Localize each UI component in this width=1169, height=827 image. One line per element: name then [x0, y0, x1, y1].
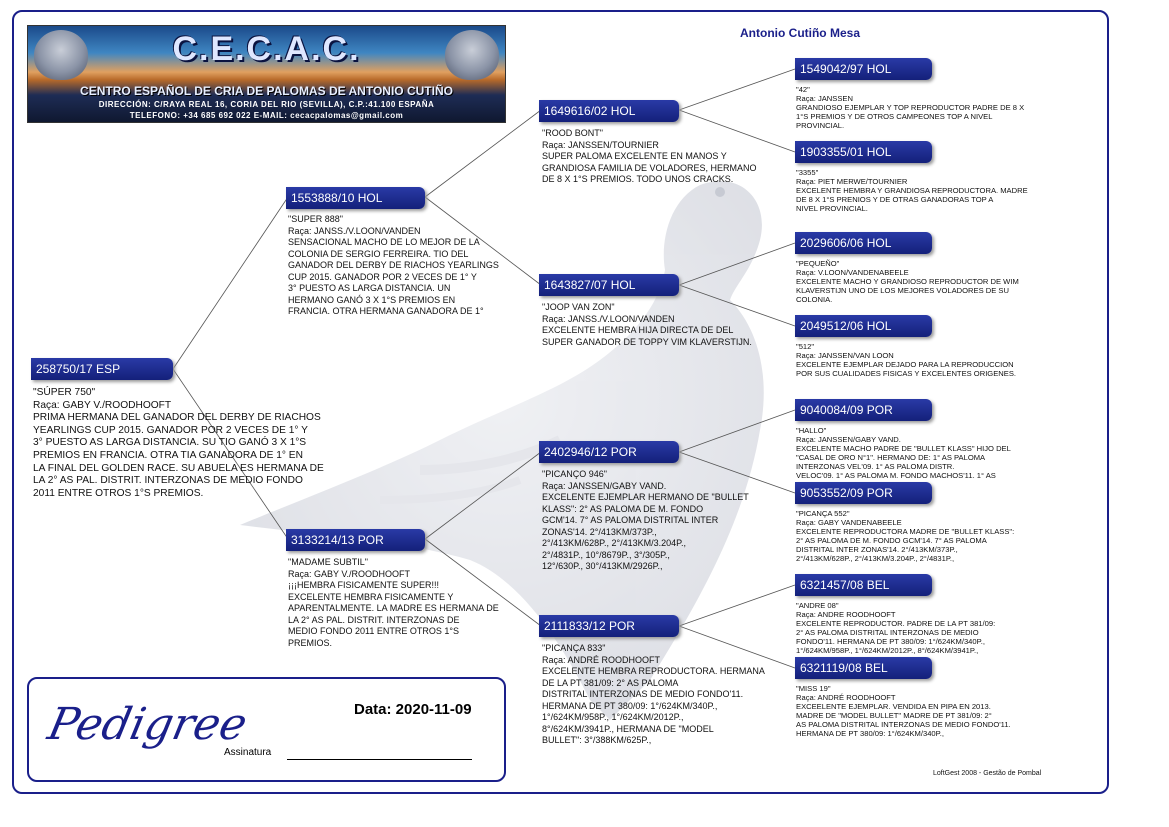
info-line: EXCELENTE REPRODUCTORA MADRE DE "BULLET KLASS": [796, 527, 1015, 536]
info-line: ZONAS'14. 2°/413KM/373P., [542, 526, 657, 537]
info-line: LA 2° AS PAL. DISTRIT. INTERZONAS DE MEDIO FONDO [33, 475, 303, 487]
info-dd [542, 643, 782, 747]
info-line: Raça: JANSSEN/VAN LOON [796, 351, 894, 360]
info-line: POR SUS CUALIDADES FISICAS Y EXCELENTES ORIGENES. [796, 369, 1016, 378]
ring-dds[interactable]: 6321457/08 BEL [795, 574, 932, 596]
info-line: Raça: JANSSEN/GABY VAND. [796, 435, 901, 444]
info-line: "PICANÇA 833" [542, 643, 606, 653]
connector-sd-sds [679, 243, 795, 285]
banner-phone: TELEFONO: +34 685 692 022 E-MAIL: cecacpalomas@gmail.com [129, 111, 404, 120]
info-line: 3° PUESTO AS LARGA DISTANCIA. UN [288, 283, 451, 293]
ring-ssd[interactable]: 1903355/01 HOL [795, 141, 932, 163]
print-date: Data: 2020-11-09 [354, 701, 472, 718]
connector-dd-dds [679, 585, 795, 626]
connector-dam-ds [425, 452, 541, 539]
info-ssd [796, 168, 1056, 213]
banner-subtitle: CENTRO ESPAÑOL DE CRIA DE PALOMAS DE ANTONIO CUTIÑO [80, 84, 453, 98]
ring-ds[interactable]: 2402946/12 POR [539, 441, 679, 463]
info-sds [796, 259, 1056, 304]
loft-banner [27, 25, 506, 123]
info-line: "ANDRE 08" [796, 601, 839, 610]
info-sdd [796, 342, 1056, 378]
info-line: SUPER GANADOR DE TOPPY VIM KLAVERSTIJN. [542, 336, 752, 347]
info-line: 8°/624KM/3941P., HERMANA DE "MODEL [542, 723, 714, 734]
info-line: Raça: ANDRÉ ROODHOOFT [796, 693, 896, 702]
info-line: KLASS": 2° AS PALOMA DE M. FONDO [542, 503, 704, 514]
software-credit: LoftGest 2008 - Gestão de Pombal [933, 770, 1042, 777]
info-dss [796, 426, 1056, 480]
info-line: PROVINCIAL. [796, 121, 845, 130]
info-line: HERMANO GANÓ 3 X 1°S PREMIOS EN [288, 294, 456, 305]
info-line: NIVEL PROVINCIAL. [796, 204, 868, 213]
info-line: GCM'14. 7° AS PALOMA DISTRITAL INTER [542, 515, 719, 525]
ring-ss[interactable]: 1649616/02 HOL [539, 100, 679, 122]
info-line: HERMANA DE PT 380/09: 1°/624KM/340P., [542, 700, 718, 711]
pedigree-logo: Pedigree [43, 699, 252, 750]
info-line: PRIMA HERMANA DEL GANADOR DEL DERBY DE RIACHOS [33, 412, 321, 424]
info-line: 2°/4831P., 10°/8679P., 3°/305P., [542, 549, 670, 560]
info-line: DE 8 X 1°S PREMIOS. TODO UNOS CRACKS. [542, 174, 734, 184]
info-line: 2°/413KM/628P., 2°/413KM/3.204P., 2°/4831P., [796, 554, 955, 563]
info-line: INTERZONAS VEL'09. 1° AS PALOMA DISTR. [796, 462, 955, 471]
info-line: SUPER PALOMA EXCELENTE EN MANOS Y [542, 151, 727, 161]
ring-subject[interactable]: 258750/17 ESP [31, 358, 173, 380]
info-line: Raça: PIET MERWE/TOURNIER [796, 177, 908, 186]
info-line: Raça: GABY V./ROODHOOFT [288, 568, 411, 579]
info-line: Raça: V.LOON/VANDENABEELE [796, 268, 909, 277]
info-line: "ROOD BONT" [542, 128, 603, 138]
info-sss [796, 85, 1056, 130]
info-subject [33, 387, 353, 500]
info-line: GRANDIOSO EJEMPLAR Y TOP REPRODUCTOR PADRE DE 8 X [796, 103, 1025, 112]
info-line: Raça: GABY VANDENABEELE [796, 518, 902, 527]
info-line: "PEQUEÑO" [796, 259, 840, 268]
info-line: FRANCIA. OTRA HERMANA GANADORA DE 1° [288, 306, 484, 316]
info-line: DISTRITAL INTER ZONAS'14. 2°/413KM/373P., [796, 545, 958, 554]
info-line: EXCELENTE HEMBRA REPRODUCTORA. HERMANA [542, 666, 765, 676]
ring-dd[interactable]: 2111833/12 POR [539, 615, 679, 637]
info-line: FONDO'11. HERMANA DE PT 380/09: 1°/624KM/340P., [796, 637, 985, 646]
info-line: "JOOP VAN ZON" [542, 302, 615, 312]
ring-sds[interactable]: 2029606/06 HOL [795, 232, 932, 254]
banner-title: C.E.C.A.C. [172, 30, 361, 68]
info-line: MADRE DE "MODEL BULLET" MADRE DE PT 381/09: 2° [796, 711, 992, 720]
info-line: "CASAL DE ORO N°1". HERMANO DE: 1° AS PALOMA [796, 453, 986, 462]
info-line: "PICANÇO 946" [542, 469, 607, 479]
info-line: 1°S PREMIOS Y DE OTROS CAMPEONES TOP A NIVEL [796, 112, 993, 121]
info-line: EXCELENTE EJEMPLAR DEJADO PARA LA REPRODUCCION [796, 360, 1014, 369]
info-line: ¡¡¡HEMBRA FISICAMENTE SUPER!!! [288, 580, 440, 590]
connector-subject-sire [173, 197, 288, 369]
info-line: DE LA PT 381/09: 2° AS PALOMA [542, 677, 679, 688]
info-line: PREMIOS. [288, 637, 333, 648]
info-line: SENSACIONAL MACHO DE LO MEJOR DE LA [288, 237, 480, 247]
info-line: GRANDIOSA FAMILIA DE VOLADORES, HERMANO [542, 162, 757, 173]
info-line: EXCELENTE REPRODUCTOR. PADRE DE LA PT 381/09: [796, 619, 996, 628]
info-ddd [796, 684, 1056, 738]
info-line: "SUPER 888" [288, 214, 343, 224]
connector-ss-sss [679, 69, 795, 110]
info-dam [288, 557, 528, 649]
info-line: EXCELENTE HEMBRA FISICAMENTE Y [288, 591, 454, 602]
ring-sd[interactable]: 1643827/07 HOL [539, 274, 679, 296]
info-line: BULLET": 3°/388KM/625P., [542, 735, 652, 745]
info-line: Raça: JANSS./V.LOON/VANDEN [288, 225, 421, 236]
info-sire [288, 214, 528, 318]
info-line: COLONIA DE SERGIO FERREIRA. TIO DEL [288, 248, 469, 259]
info-line: GANADOR DEL DERBY DE RIACHOS YEARLINGS [288, 260, 499, 270]
info-line: Raça: ANDRÉ ROODHOOFT [542, 654, 661, 665]
connector-ds-dss [679, 410, 795, 452]
ring-sire[interactable]: 1553888/10 HOL [286, 187, 425, 209]
info-line: YEARLINGS CUP 2015. GANADOR POR 2 VECES DE 1° Y [33, 424, 308, 436]
info-line: "42" [796, 85, 810, 94]
info-line: 1°/624KM/958P., 1°/624KM/2012P., [542, 712, 684, 722]
signature-label: Assinatura [224, 747, 272, 758]
info-sd [542, 302, 782, 348]
info-line: EXCELENTE MACHO Y GRANDIOSO REPRODUCTOR DE WIM [796, 277, 1019, 286]
info-line: COLONIA. [796, 295, 833, 304]
info-ds [542, 469, 782, 573]
info-line: MEDIO FONDO 2011 ENTRE OTROS 1°S [288, 626, 459, 636]
info-line: APARENTALMENTE. LA MADRE ES HERMANA DE [288, 603, 499, 613]
info-line: Raça: GABY V./ROODHOOFT [33, 399, 172, 411]
info-line: Raça: JANSSEN [796, 94, 853, 103]
signature-line [287, 759, 472, 760]
info-line: "MADAME SUBTIL" [288, 557, 368, 567]
info-line: 2° AS PALOMA DE M. FONDO GCM'14. 7° AS PALOMA [796, 536, 987, 545]
info-line: EXCELENTE HEMBRA Y GRANDIOSA REPRODUCTORA. MADRE [796, 186, 1028, 195]
connector-sire-ss [425, 110, 541, 197]
info-line: LA 2° AS PAL. DISTRIT. INTERZONAS DE [288, 614, 460, 625]
info-line: "MISS 19" [796, 684, 831, 693]
info-line: KLAVERSTIJN UNO DE LOS MEJORES VOLADORES DE SU [796, 286, 1009, 295]
info-line: "3355" [796, 168, 819, 177]
info-line: VELOC'09. 1° AS PALOMA M. FONDO MACHOS'11. 1° AS [796, 471, 996, 480]
info-line: CUP 2015. GANADOR POR 2 VECES DE 1° Y [288, 271, 477, 282]
info-line: 2° AS PALOMA DISTRITAL INTERZONAS DE MEDIO [796, 628, 979, 637]
info-line: AS PALOMA DISTRITAL INTERZONAS DE MEDIO FONDO'11. [796, 720, 1011, 729]
info-line: "HALLO" [796, 426, 827, 435]
info-dds [796, 601, 1056, 655]
info-line: 2011 ENTRE OTROS 1°S PREMIOS. [33, 487, 204, 499]
footer-box [27, 677, 506, 782]
banner-address: DIRECCIÓN: C/RAYA REAL 16, CORIA DEL RIO (SEVILLA), C.P.:41.100 ESPAÑA [98, 100, 435, 109]
info-line: "SÚPER 750" [33, 387, 96, 398]
info-line: "512" [796, 342, 815, 351]
info-line: DE 8 X 1°S PRENIOS Y DE OTRAS GANADORAS TOP A [796, 195, 994, 204]
info-ss [542, 128, 782, 186]
info-line: "PICANÇA 552" [796, 509, 850, 518]
info-dsd [796, 509, 1056, 563]
ring-sdd[interactable]: 2049512/06 HOL [795, 315, 932, 337]
info-line: 1°/624KM/958P., 1°/624KM/2012P., 8°/624KM/3941P., [796, 646, 979, 655]
ring-dsd[interactable]: 9053552/09 POR [795, 482, 932, 504]
info-line: 12°/630P., 30°/413KM/2926P., [542, 561, 663, 571]
info-line: DISTRITAL INTERZONAS DE MEDIO FONDO'11. [542, 689, 744, 699]
info-line: PREMIOS EN FRANCIA. OTRA TIA GANADORA DE 1° EN [33, 449, 303, 461]
info-line: Raça: JANSSEN/TOURNIER [542, 139, 659, 150]
info-line: Raça: JANSS./V.LOON/VANDEN [542, 313, 675, 324]
info-line: HERMANA DE PT 380/09: 1°/624KM/340P., [796, 729, 944, 738]
info-line: EXCELENTE EJEMPLAR HERMANO DE "BULLET [542, 492, 749, 502]
info-line: 3° PUESTO AS LARGA DISTANCIA. SU TIO GANÓ 3 X 1°S [33, 437, 307, 449]
info-line: Raça: JANSSEN/GABY VAND. [542, 480, 667, 491]
info-line: LA FINAL DEL GOLDEN RACE. SU ABUELA ES HERMANA DE [33, 462, 324, 474]
ring-dss[interactable]: 9040084/09 POR [795, 399, 932, 421]
info-line: EXCELENTE MACHO PADRE DE "BULLET KLASS" HIJO DEL [796, 444, 1011, 453]
ring-dam[interactable]: 3133214/13 POR [286, 529, 425, 551]
info-line: 2°/413KM/628P., 2°/413KM/3.204P., [542, 538, 686, 548]
owner-name: Antonio Cutiño Mesa [740, 26, 860, 40]
info-line: Raça: ANDRE ROODHOOFT [796, 610, 896, 619]
info-line: EXCEELENTE EJEMPLAR. VENDIDA EN PIPA EN 2013. [796, 702, 991, 711]
info-line: EXCELENTE HEMBRA HIJA DIRECTA DE DEL [542, 325, 734, 335]
ring-sss[interactable]: 1549042/97 HOL [795, 58, 932, 80]
ring-ddd[interactable]: 6321119/08 BEL [795, 657, 932, 679]
